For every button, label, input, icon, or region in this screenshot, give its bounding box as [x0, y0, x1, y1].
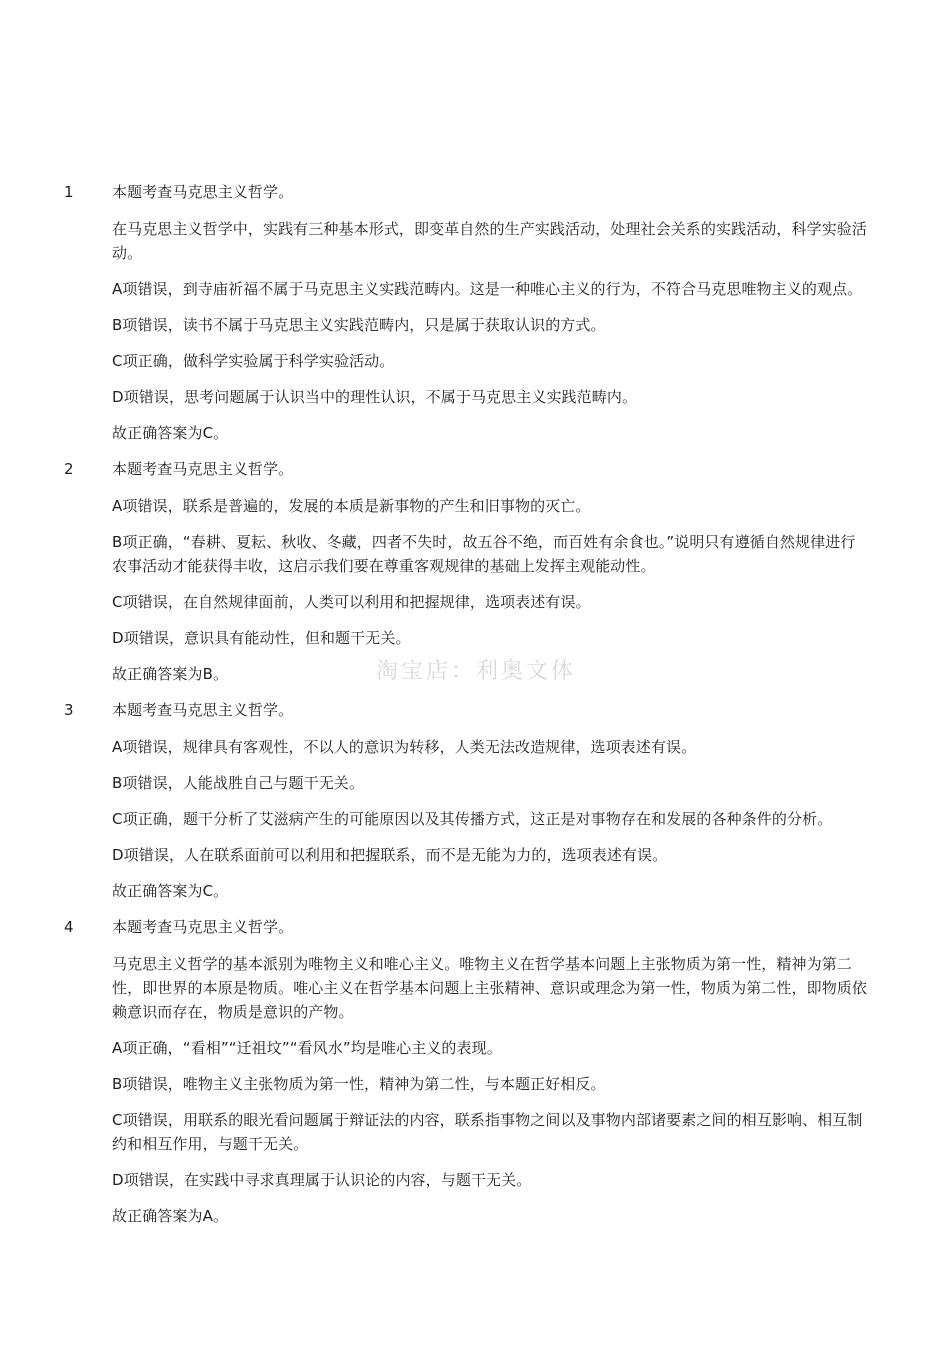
option-d-analysis: D项错误，人在联系面前可以利用和把握联系，而不是无能为力的，选项表述有误。: [112, 846, 668, 864]
watermark: 淘宝店：利奥文体: [376, 659, 577, 684]
option-a-analysis: A项错误，到寺庙祈福不属于马克思主义实践范畴内。这是一种唯心主义的行为，不符合马克思唯物主义的观点。: [112, 280, 863, 298]
option-c-analysis: C项正确，做科学实验属于科学实验活动。: [112, 352, 395, 370]
correct-answer: 故正确答案为C。: [112, 882, 229, 900]
option-b-analysis: B项错误，人能战胜自己与题干无关。: [112, 774, 364, 792]
option-d-analysis: D项错误，在实践中寻求真理属于认识论的内容，与题干无关。: [112, 1171, 532, 1189]
question-1: [0, 180, 950, 445]
option-c-analysis: C项错误，用联系的眼光看问题属于辩证法的内容，联系指事物之间以及事物内部诸要素之间的相互影响、相互制约和相互作用，与题干无关。: [112, 1111, 863, 1153]
option-d-analysis: D项错误，意识具有能动性，但和题干无关。: [112, 629, 411, 647]
question-2: [0, 457, 950, 686]
question-intro: 本题考查马克思主义哲学。: [112, 460, 294, 478]
question-header: [0, 457, 950, 481]
question-header: [0, 915, 950, 939]
question-intro: 本题考查马克思主义哲学。: [112, 918, 294, 936]
question-3: [0, 698, 950, 903]
option-b-analysis: B项错误，唯物主义主张物质为第一性，精神为第二性，与本题正好相反。: [112, 1075, 606, 1093]
option-c-analysis: C项正确，题干分析了艾滋病产生的可能原因以及其传播方式，这正是对事物存在和发展的各种条件的分析。: [112, 810, 833, 828]
question-number: 2: [64, 460, 74, 478]
option-a-analysis: A项错误，规律具有客观性，不以人的意识为转移，人类无法改造规律，选项表述有误。: [112, 738, 697, 756]
option-a-analysis: A项正确，“看相”“迁祖坟”“看风水”均是唯心主义的表现。: [112, 1039, 502, 1057]
question-number: 3: [64, 701, 74, 719]
option-b-analysis: B项错误，读书不属于马克思主义实践范畴内，只是属于获取认识的方式。: [112, 316, 606, 334]
correct-answer: 故正确答案为B。: [112, 665, 229, 683]
question-header: [0, 698, 950, 722]
explanation-paragraph: 马克思主义哲学的基本派别为唯物主义和唯心主义。唯物主义在哲学基本问题上主张物质为第一性，精神为第二性，即世界的本原是物质。唯心主义在哲学基本问题上主张精神、意识或理念为第一性，物质为第二性，即物质依赖意识而存在，物质是意识的产物。: [112, 955, 868, 1021]
question-intro: 本题考查马克思主义哲学。: [112, 701, 294, 719]
option-c-analysis: C项错误，在自然规律面前，人类可以利用和把握规律，选项表述有误。: [112, 593, 591, 611]
question-4: [0, 915, 950, 1228]
question-number: 4: [64, 918, 74, 936]
correct-answer: 故正确答案为C。: [112, 424, 229, 442]
option-d-analysis: D项错误，思考问题属于认识当中的理性认识，不属于马克思主义实践范畴内。: [112, 388, 638, 406]
option-b-analysis: B项正确，“春耕、夏耘、秋收、冬藏，四者不失时，故五谷不绝，而百姓有余食也。”说明只有遵循自然规律进行农事活动才能获得丰收，这启示我们要在尊重客观规律的基础上发挥主观能动性。: [112, 533, 856, 575]
question-intro: 本题考查马克思主义哲学。: [112, 183, 294, 201]
question-header: [0, 180, 950, 204]
answer-list: [0, 180, 950, 1240]
option-a-analysis: A项错误，联系是普遍的，发展的本质是新事物的产生和旧事物的灭亡。: [112, 497, 591, 515]
correct-answer: 故正确答案为A。: [112, 1207, 229, 1225]
explanation-paragraph: 在马克思主义哲学中，实践有三种基本形式，即变革自然的生产实践活动，处理社会关系的实践活动，科学实验活动。: [112, 220, 868, 262]
question-number: 1: [64, 183, 74, 201]
